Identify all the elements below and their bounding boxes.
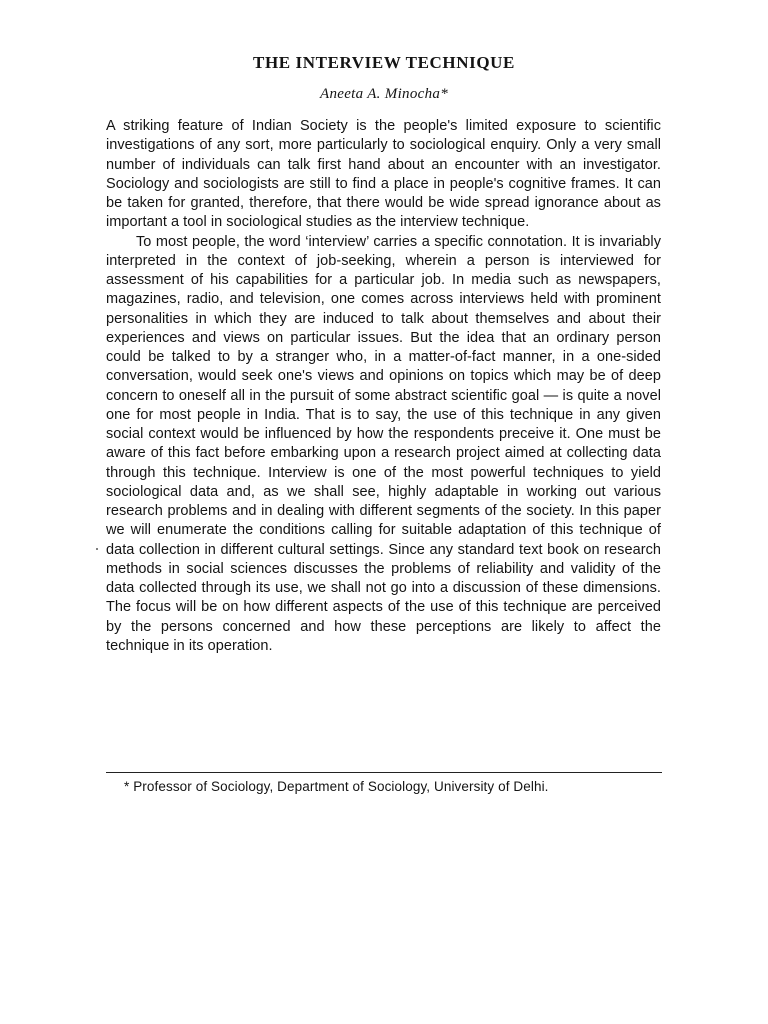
article-title: THE INTERVIEW TECHNIQUE xyxy=(253,53,515,72)
paragraph-1: A striking feature of Indian Society is the people's limited exposure to scientific investigations of any sort, more particularly to sociological enquiry. Only a very small number of individuals can talk first hand about an encounter with an investigator. Sociology and sociologists are still to find a place in people's cognitive frames. It can be taken for granted, therefore, that there would be wide spread ignorance about as important a tool in sociological studies as the interview technique. xyxy=(106,118,661,231)
footnote-divider xyxy=(106,772,662,773)
scan-speck xyxy=(96,548,98,550)
footnote: * Professor of Sociology, Department of Sociology, University of Delhi. xyxy=(124,779,549,794)
paragraph-2: To most people, the word ‘interview’ carries a specific connotation. It is invariably interpreted in the context of job-seeking, wherein a person is interviewed for assessment of his capabilities for a particular job. In media such as newspapers, magazines, radio, and television, one comes across interviews held with prominent personalities in which they are induced to talk about themselves and about their experiences and views on particular issues. But the idea that an ordinary person could be talked to by a stranger who, in a matter-of-fact manner, in a one-sided conversation, would seek one's views and opinions on topics which may be of deep concern to oneself all in the pursuit of some abstract scientific goal — is quite a novel one for most people in India. That is to say, the use of this technique in any given social context would be influenced by how the respondents preceive it. One must be aware of this fact before embarking upon a research project aimed at collecting data through this technique. Interview is one of the most powerful techniques to yield sociological data and, as we shall see, highly adaptable in working out various research problems and in dealing with different segments of the society. In this paper we will enumerate the conditions calling for suitable adaptation of this technique of data collection in different cultural settings. Since any standard text book on research methods in social sciences discusses the problems of reliability and validity of the data collected through its use, we shall not go into a discussion of these dimensions. The focus will be on how different aspects of the use of this technique are perceived by the persons concerned and how these perceptions are likely to affect the technique in its operation. xyxy=(106,233,661,654)
article-body xyxy=(106,117,661,656)
author-name: Aneeta A. Minocha* xyxy=(319,86,448,102)
